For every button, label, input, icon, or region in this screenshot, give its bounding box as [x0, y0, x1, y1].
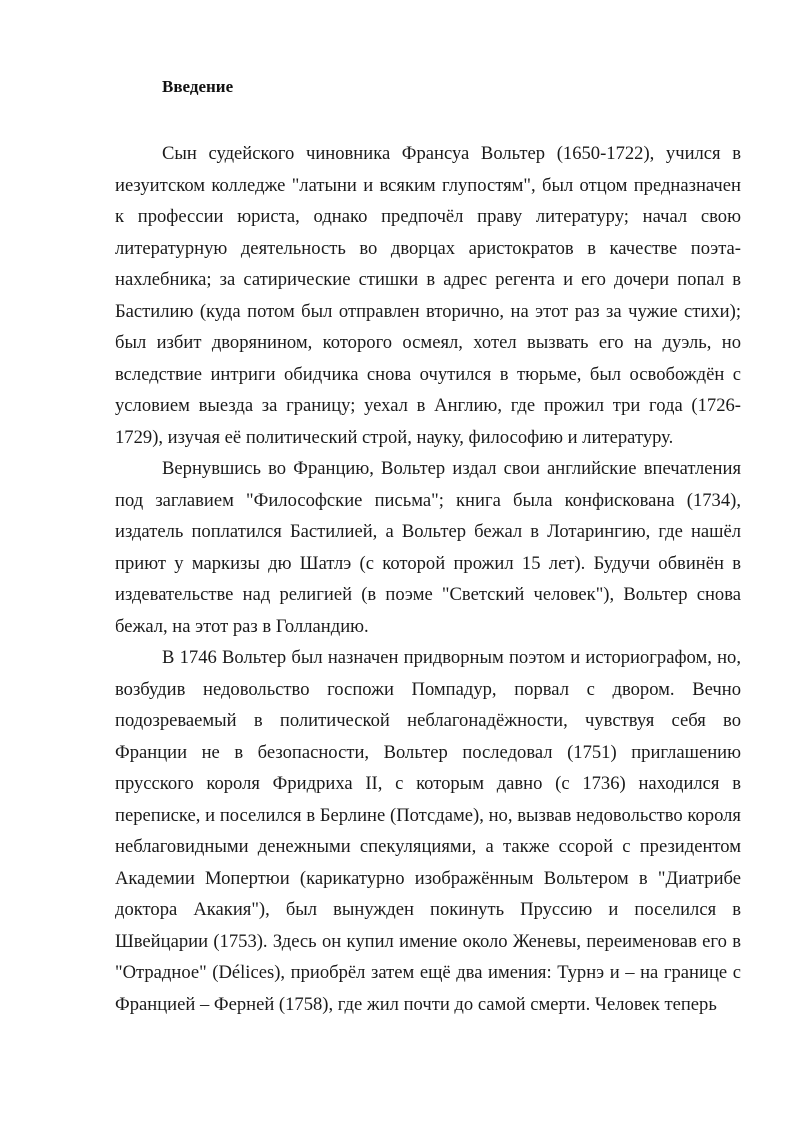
paragraph-2: Вернувшись во Францию, Вольтер издал свои английские впечатления под заглавием "Философские письма"; книга была конфискована (1734), издатель поплатился Бастилией, а Вольтер бежал в Лотарингию, где нашёл приют у маркизы дю Шатлэ (с которой прожил 15 лет). Будучи обвинён в издевательстве над религией (в поэме "Светский человек"), Вольтер снова бежал, на этот раз в Голландию. — [115, 458, 741, 637]
section-heading: Введение — [162, 77, 234, 96]
paragraph-1: Сын судейского чиновника Франсуа Вольтер (1650-1722), учился в иезуитском колледже "латыни и всяким глупостям", был отцом предназначен к профессии юриста, однако предпочёл праву литературу; начал свою литературную деятельность во дворцах аристократов в качестве поэта-нахлебника; за сатирические стишки в адрес регента и его дочери попал в Бастилию (куда потом был отправлен вторично, на этот раз за чужие стихи); был избит дворянином, которого осмеял, хотел вызвать его на дуэль, но вследствие интриги обидчика снова очутился в тюрьме, был освобождён с условием выезда за границу; уехал в Англию, где прожил три года (1726-1729), изучая её политический строй, науку, философию и литературу. — [115, 143, 741, 448]
body-text — [115, 138, 741, 1020]
paragraph-3: В 1746 Вольтер был назначен придворным поэтом и историографом, но, возбудив недовольство госпожи Помпадур, порвал с двором. Вечно подозреваемый в политической неблагонадёжности, чувствуя себя во Франции не в безопасности, Вольтер последовал (1751) приглашению прусского короля Фридриха II, с которым давно (с 1736) находился в переписке, и поселился в Берлине (Потсдаме), но, вызвав недовольство короля неблаговидными денежными спекуляциями, а также ссорой с президентом Академии Мопертюи (карикатурно изображённым Вольтером в "Диатрибе доктора Акакия"), был вынужден покинуть Пруссию и поселился в Швейцарии (1753). Здесь он купил имение около Женевы, переименовав его в "Отрадное" (Délices), приобрёл затем ещё два имения: Турнэ и – на границе с Францией – Ферней (1758), где жил почти до самой смерти. Человек теперь — [115, 647, 741, 1015]
